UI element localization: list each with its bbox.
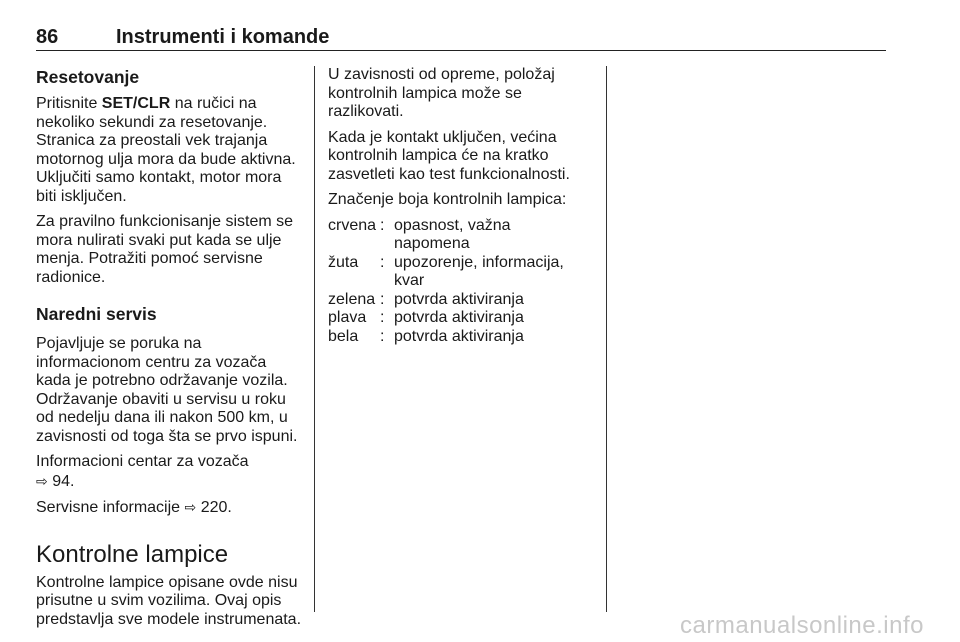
service-paragraph-1: Pojavljuje se poruka na informacionom centru za vozača kada je potrebno održavanje vozila. Održavanje obaviti u servisu u roku od nedelju dana ili nakon 500 km, u zavisnosti od toga šta se prvo ispuni. [36,335,298,445]
lamp-color-table [328,217,584,347]
page-title: Instrumenti i komande [116,26,330,48]
color-meaning: potvrda aktiviranja [394,309,524,326]
color-separator: : [380,309,385,326]
color-name: crvena [328,216,377,234]
reset-paragraph-1 [36,95,304,206]
column-divider-2 [606,66,607,612]
watermark: carmanualsonline.info [680,612,924,639]
page-ref-link-220[interactable]: 220. [200,499,232,516]
page-header [36,26,886,51]
color-name: zelena [328,290,376,308]
section-heading-lamps: Kontrolne lampice [36,540,229,568]
left-column [36,66,304,636]
page-number: 86 [36,26,59,48]
color-meaning: potvrda aktiviranja [394,327,524,345]
page-ref-arrow-icon: ⇨ [36,472,48,489]
color-meaning: upozorenje, informacija, kvar [394,253,564,289]
service-info-ref-text: Servisne informacije [36,499,181,516]
color-name: žuta [328,253,359,271]
page-ref-link-94[interactable]: 94. [52,472,75,490]
section-heading-reset: Resetovanje [36,67,140,87]
table-row [328,309,584,328]
table-row [328,254,584,291]
table-row [328,217,584,254]
service-paragraph-3 [36,498,304,518]
middle-column [328,66,596,346]
color-meaning: opasnost, važna napomena [394,216,511,252]
color-meaning: potvrda aktiviranja [394,290,524,308]
reset-paragraph-2: Za pravilno funkcionisanje sistem se mora nulirati svaki put kada se ulje menja. Potražiti pomoć servisne radionice. [36,213,294,286]
color-name: bela [328,327,359,345]
color-separator: : [380,290,385,308]
section-heading-service: Naredni servis [36,304,157,324]
reset-text-pre: Pritisnite [36,95,102,112]
color-separator: : [380,327,385,345]
table-row [328,328,584,347]
col2-paragraph-2: Kada je kontakt uključen, većina kontrolnih lampica će na kratko zasvetleti kao test funkcionalnosti. [328,128,570,183]
driver-info-center-ref-text: Informacioni centar za vozača [36,453,249,470]
lamps-paragraph-1: Kontrolne lampice opisane ovde nisu prisutne u svim vozilima. Ovaj opis predstavlja sve modele instrumenata. [36,573,302,628]
color-separator: : [380,253,385,271]
service-paragraph-2 [36,453,304,491]
col2-paragraph-3: Značenje boja kontrolnih lampica: [328,191,567,208]
color-name: plava [328,309,367,326]
set-clr-button-name: SET/CLR [101,95,171,112]
reset-text-post: na ručici na nekoliko sekundi za resetovanje. Stranica za preostali vek trajanja motornog ulja mora da bude aktivna. Uključiti samo kontakt, motor mora biti isključen. [36,95,296,205]
table-row [328,291,584,310]
color-separator: : [380,216,385,234]
page-ref-arrow-icon: ⇨ [184,499,197,515]
column-divider-1 [314,66,315,612]
col2-paragraph-1: U zavisnosti od opreme, položaj kontrolnih lampica može se razlikovati. [328,66,555,120]
